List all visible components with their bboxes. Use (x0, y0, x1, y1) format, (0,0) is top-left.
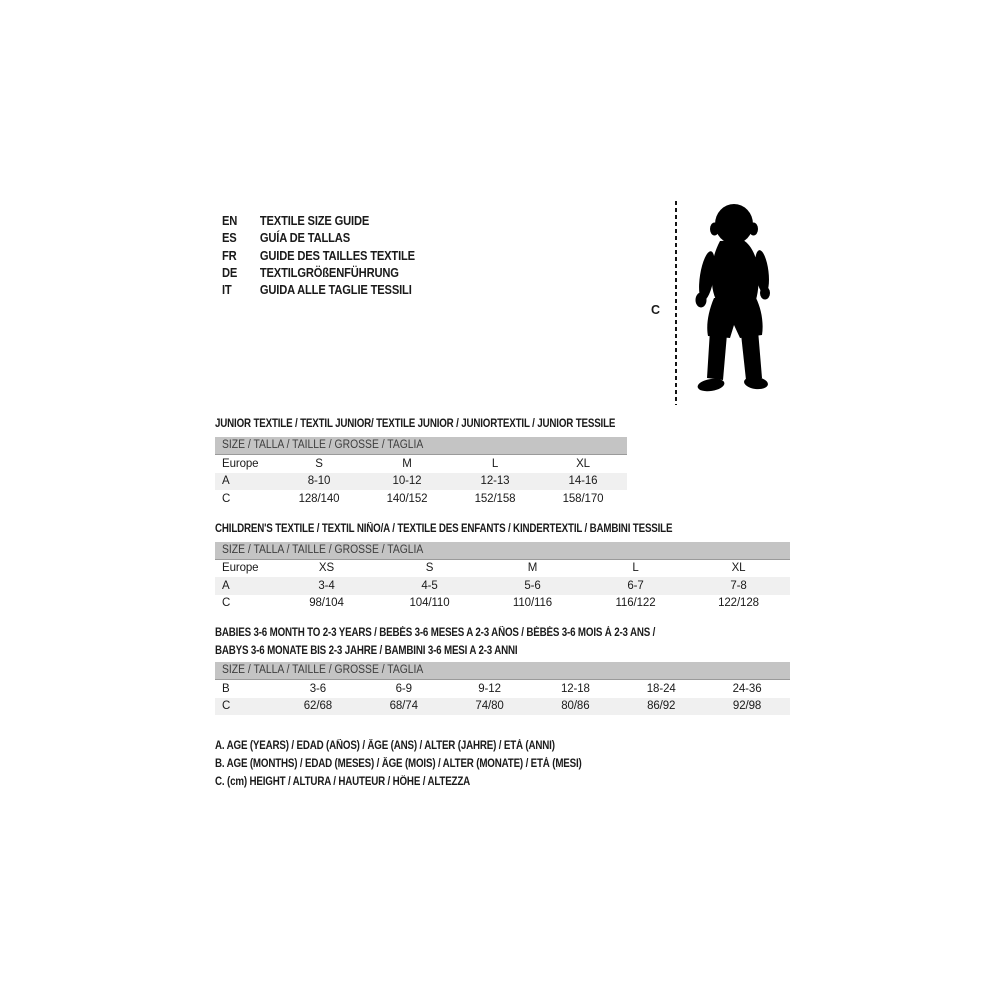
footnote: A. AGE (YEARS) / EDAD (AÑOS) / ÂGE (ANS) / ALTER (JAHRE) / ETÀ (ANNI) (215, 740, 555, 752)
language-code: IT (222, 282, 232, 298)
row-label: Europe (222, 457, 259, 470)
size-header-bar (215, 542, 790, 560)
cell: L (491, 457, 499, 470)
cell: 158/170 (562, 492, 604, 505)
cell: 74/80 (475, 700, 504, 713)
cell: XL (731, 562, 746, 575)
size-table (215, 662, 790, 715)
size-header-bar (215, 662, 790, 680)
cell: 7-8 (730, 579, 747, 592)
language-row (222, 247, 415, 264)
cell: 92/98 (732, 700, 762, 713)
cell: L (632, 562, 639, 575)
size-header-label: SIZE / TALLA / TAILLE / GRÖSSE / TAGLIA (222, 439, 424, 451)
cell: 5-6 (524, 579, 541, 592)
table-row (215, 595, 790, 613)
language-list (222, 212, 446, 298)
cell: M (527, 562, 538, 575)
cell: 24-36 (732, 682, 762, 695)
cell: XL (576, 457, 590, 470)
cell: 8-10 (307, 475, 331, 488)
cell: 3-4 (318, 579, 335, 592)
language-code: DE (222, 264, 238, 280)
size-section (215, 520, 790, 613)
row-label: A (222, 579, 230, 592)
toddler-silhouette-icon (686, 202, 776, 404)
table-row (215, 680, 790, 698)
language-row (222, 264, 415, 281)
size-section (215, 624, 790, 715)
cell: 9-12 (478, 682, 501, 695)
cell: 104/110 (409, 597, 450, 610)
size-header-label: SIZE / TALLA / TAILLE / GRÖSSE / TAGLIA (222, 664, 424, 676)
table-row (215, 473, 627, 491)
cell: 80/86 (561, 700, 590, 713)
height-measure-label: C (651, 303, 661, 317)
cell: 68/74 (389, 700, 418, 713)
cell: S (315, 457, 323, 470)
cell: 18-24 (646, 682, 676, 695)
size-sections (215, 415, 790, 715)
footnote: B. AGE (MONTHS) / EDAD (MESES) / ÂGE (MOIS) / ALTER (MONATE) / ETÀ (MESI) (215, 758, 582, 771)
section-title: JUNIOR TEXTILE / TEXTIL JUNIOR/ TEXTILE JUNIOR / JUNIORTEXTIL / JUNIOR TESSILE (215, 418, 616, 430)
row-label: C (222, 597, 231, 610)
language-label: GUIDE DES TAILLES TEXTILE (259, 247, 415, 263)
cell: XS (318, 562, 335, 575)
table-row (215, 577, 790, 595)
table-row (215, 490, 627, 508)
cell: 12-13 (480, 475, 510, 488)
cell: 98/104 (309, 597, 344, 610)
section-title: CHILDREN'S TEXTILE / TEXTIL NIÑO/A / TEXTILE DES ENFANTS / KINDERTEXTIL / BAMBINI TESSILE (215, 522, 673, 535)
language-row (222, 229, 415, 246)
cell: 116/122 (615, 597, 656, 610)
cell: 3-6 (309, 682, 327, 695)
cell: 140/152 (386, 492, 428, 505)
cell: M (402, 457, 412, 470)
language-label: GUIDA ALLE TAGLIE TESSILI (259, 282, 412, 298)
language-code: EN (222, 213, 238, 228)
cell: 6-9 (395, 682, 412, 695)
language-code: FR (222, 247, 237, 263)
cell: 152/158 (474, 492, 516, 505)
section-title: BABIES 3-6 MONTH TO 2-3 YEARS / BEBÉS 3-6 MESES A 2-3 AÑOS / BÉBÉS 3-6 MOIS À 2-3 ANS / (215, 627, 656, 639)
size-section (215, 415, 790, 508)
cell: 6-7 (627, 579, 644, 592)
language-label: TEXTILE SIZE GUIDE (259, 213, 370, 228)
size-header-bar (215, 437, 627, 455)
language-row (222, 281, 415, 298)
footnote: C. (cm) HEIGHT / ALTURA / HAUTEUR / HÖHE / ALTEZZA (215, 776, 471, 789)
cell: 62/68 (303, 700, 333, 713)
footnotes (215, 737, 646, 792)
language-row (222, 212, 415, 229)
cell: S (425, 562, 434, 575)
language-label: GUÍA DE TALLAS (259, 230, 350, 246)
height-dashed-line (675, 201, 677, 405)
row-label: A (222, 475, 230, 488)
table-row (215, 560, 790, 578)
section-title-line2: BABYS 3-6 MONATE BIS 2-3 JAHRE / BAMBINI 3-6 MESI A 2-3 ANNI (215, 645, 518, 657)
size-table (215, 437, 627, 508)
size-table (215, 542, 790, 613)
language-code: ES (222, 230, 237, 246)
cell: 128/140 (298, 492, 340, 505)
cell: 110/116 (512, 597, 553, 610)
cell: 14-16 (568, 475, 598, 488)
cell: 122/128 (718, 597, 759, 610)
cell: 86/92 (647, 700, 676, 713)
language-label: TEXTILGRÖßENFÜHRUNG (259, 264, 399, 280)
row-label: B (222, 682, 230, 695)
size-header-label: SIZE / TALLA / TAILLE / GRÖSSE / TAGLIA (222, 543, 424, 556)
cell: 4-5 (421, 579, 438, 592)
table-row (215, 698, 790, 716)
row-label: C (222, 492, 231, 505)
row-label: Europe (222, 562, 259, 575)
table-row (215, 455, 627, 473)
cell: 12-18 (560, 682, 590, 695)
row-label: C (222, 700, 231, 713)
cell: 10-12 (392, 475, 422, 488)
